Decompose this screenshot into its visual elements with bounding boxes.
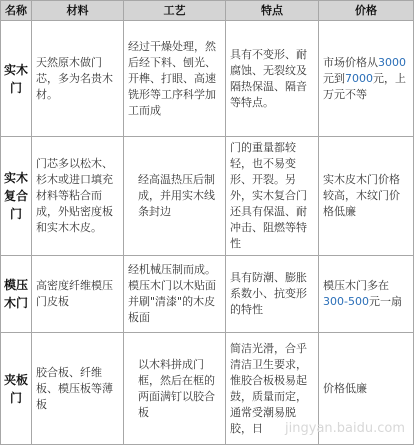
material-cell: 门芯多以松木、杉木或进口填充材料等粘合而成，外贴密度板和实木木皮。 <box>32 137 124 256</box>
price-high: 7000 <box>345 71 373 85</box>
header-craft: 工艺 <box>124 1 226 21</box>
table-row <box>1 137 414 256</box>
table-row <box>1 333 414 445</box>
features-cell: 简洁光滑，合乎清洁卫生要求，惟胶合板极易起鼓，质量而定，通常受潮易脱胶，日 <box>226 333 319 445</box>
price-text: 元，上万元不等 <box>323 71 406 101</box>
price-text: 市场价格从 <box>323 55 378 69</box>
header-price: 价格 <box>319 1 414 21</box>
craft-cell: 以木料拼成门框，然后在框的两面满钉以胶合板 <box>124 333 226 445</box>
craft-cell: 经高温热压后制成，并用实木线条封边 <box>124 137 226 256</box>
features-cell: 具有不变形、耐腐蚀、无裂纹及隔热保温、隔音等特点。 <box>226 21 319 137</box>
price-text: 元到 <box>323 71 345 85</box>
watermark: jingyan.baidu.com <box>285 421 405 436</box>
price-text: 元一扇 <box>368 295 402 308</box>
price-low: 3000 <box>378 55 406 69</box>
features-cell: 具有防潮、膨胀系数小、抗变形的特性 <box>226 256 319 333</box>
door-name: 实木门 <box>1 21 32 137</box>
header-material: 材料 <box>32 1 124 21</box>
price-cell: 价格低廉 <box>319 333 414 445</box>
material-cell: 高密度纤维模压门皮板 <box>32 256 124 333</box>
price-cell <box>319 256 414 333</box>
header-features: 特点 <box>226 1 319 21</box>
header-name: 名称 <box>1 1 32 21</box>
table-row <box>1 21 414 137</box>
door-name: 实木复合门 <box>1 137 32 256</box>
table-row <box>1 256 414 333</box>
header-row <box>1 1 414 21</box>
price-text: 模压木门多在 <box>323 279 389 292</box>
material-cell: 天然原木做门芯，多为名贵木材。 <box>32 21 124 137</box>
features-cell: 门的重量都较轻，也不易变形、开裂。另外，实木复合门还具有保温、耐冲击、阻燃等特性 <box>226 137 319 256</box>
material-cell: 胶合板、纤维板、模压板等薄板 <box>32 333 124 445</box>
door-name: 模压木门 <box>1 256 32 333</box>
price-cell: 实木皮木门价格较高，木纹门价格低廉 <box>319 137 414 256</box>
price-range: 300-500 <box>323 295 369 308</box>
craft-cell: 经机械压制而成。模压木门以木贴面并刷"清漆"的木皮板面 <box>124 256 226 333</box>
price-cell <box>319 21 414 137</box>
door-name: 夹板门 <box>1 333 32 445</box>
craft-cell: 经过干燥处理，然后经下料、刨光、开榫、打眼、高速铣形等工序科学加工而成 <box>124 21 226 137</box>
